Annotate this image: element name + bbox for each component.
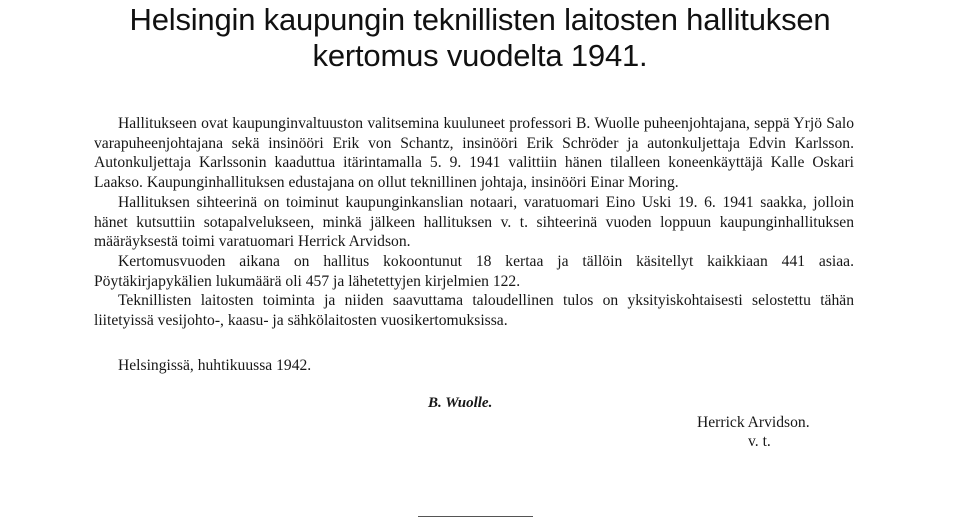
paragraph-meetings: Kertomusvuoden aikana on hallitus kokoontunut 18 kertaa ja tällöin käsitellyt kaikkiaan 441 asiaa. Pöytäkirjapykälien lukumäärä oli 457 ja lähetettyjen kirjelmien 122. xyxy=(94,252,854,290)
footer-divider xyxy=(418,516,533,517)
report-body xyxy=(94,114,854,331)
document-title-line-2: kertomus vuodelta 1941. xyxy=(312,38,648,73)
place-and-date: Helsingissä, huhtikuussa 1942. xyxy=(118,357,312,374)
document-title-line-1: Helsingin kaupungin teknillisten laitosten hallituksen xyxy=(129,2,831,37)
paragraph-board-members: Hallitukseen ovat kaupunginvaltuuston valitsemina kuuluneet professori B. Wuolle puheenjohtajana, seppä Yrjö Salo varapuheenjohtajana sekä insinööri Erik von Schantz, insinööri Erik Schröder ja autonkuljettaja Edvin Karlsson. Autonkuljettaja Karlssonin kaaduttua itärintamalla 5. 9. 1941 valittiin hänen tilalleen koneenkäyttäjä Kalle Oskari Laakso. Kaupunginhallituksen edustajana on ollut teknillinen johtaja, insinööri Einar Moring. xyxy=(94,115,854,192)
paragraph-secretary: Hallituksen sihteerinä on toiminut kaupunginkanslian notaari, varatuomari Eino Uski 19. 6. 1941 saakka, jolloin hänet kutsuttiin sotapalvelukseen, minkä jälkeen hallituksen v. t. sihteerinä vuoden loppuun kaupunginhallituksen määräyksestä toimi varatuomari Herrick Arvidson. xyxy=(94,193,854,251)
signature-secretary-title: v. t. xyxy=(748,433,771,450)
signature-chairman: B. Wuolle. xyxy=(428,395,493,411)
paragraph-operations: Teknillisten laitosten toiminta ja niiden saavuttama taloudellinen tulos on yksityiskohtaisesti selostettu tähän liitetyissä vesijohto-, kaasu- ja sähkölaitosten vuosikertomuksissa. xyxy=(94,292,854,330)
signature-secretary-name: Herrick Arvidson. xyxy=(697,414,810,431)
